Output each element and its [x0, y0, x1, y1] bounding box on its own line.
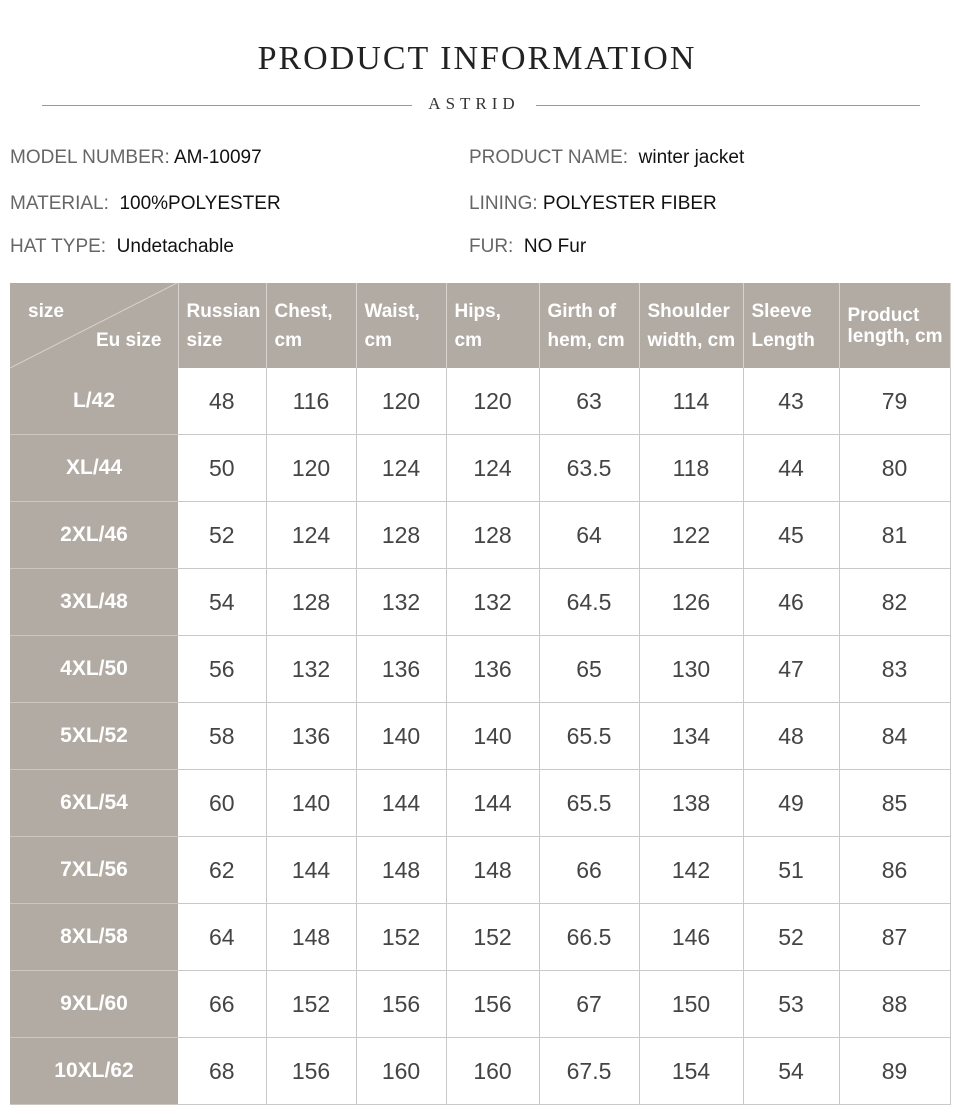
column-header: [446, 283, 539, 368]
column-header-line1: Waist,: [364, 300, 420, 322]
divider-line-left: [42, 105, 412, 106]
table-cell: 65.5: [539, 703, 639, 770]
table-cell: 49: [743, 770, 839, 837]
row-size-label: XL/44: [10, 435, 178, 502]
product-name-value: winter jacket: [638, 147, 745, 168]
table-cell: 136: [266, 703, 356, 770]
column-header-line2: size: [186, 329, 223, 351]
row-size-label: L/42: [10, 368, 178, 435]
table-cell: 88: [839, 971, 950, 1038]
table-cell: 79: [839, 368, 950, 435]
table-row: [10, 837, 950, 904]
table-cell: 45: [743, 502, 839, 569]
column-header-line1: Russian: [186, 300, 261, 322]
row-size-label: 2XL/46: [10, 502, 178, 569]
table-row: [10, 435, 950, 502]
table-cell: 152: [356, 904, 446, 971]
table-row: [10, 368, 950, 435]
table-cell: 136: [356, 636, 446, 703]
table-cell: 48: [178, 368, 266, 435]
column-header: [639, 283, 743, 368]
table-cell: 52: [743, 904, 839, 971]
table-row: [10, 971, 950, 1038]
row-size-label: 8XL/58: [10, 904, 178, 971]
table-cell: 156: [446, 971, 539, 1038]
hat-type-label: HAT TYPE:: [10, 236, 107, 257]
hat-type-value: Undetachable: [116, 236, 234, 257]
table-cell: 67.5: [539, 1038, 639, 1105]
table-cell: 140: [266, 770, 356, 837]
table-cell: 53: [743, 971, 839, 1038]
table-cell: 124: [266, 502, 356, 569]
table-cell: 68: [178, 1038, 266, 1105]
table-cell: 66.5: [539, 904, 639, 971]
table-cell: 124: [446, 435, 539, 502]
table-cell: 48: [743, 703, 839, 770]
table-cell: 58: [178, 703, 266, 770]
corner-size-label: size: [28, 301, 64, 322]
column-header: [839, 283, 950, 368]
column-header: [356, 283, 446, 368]
table-cell: 54: [743, 1038, 839, 1105]
table-row: [10, 502, 950, 569]
table-cell: 66: [539, 837, 639, 904]
fur-info: [469, 236, 586, 258]
row-size-label: 9XL/60: [10, 971, 178, 1038]
table-cell: 134: [639, 703, 743, 770]
table-cell: 132: [356, 569, 446, 636]
table-cell: 89: [839, 1038, 950, 1105]
fur-label: FUR:: [469, 236, 514, 257]
table-cell: 80: [839, 435, 950, 502]
table-cell: 130: [639, 636, 743, 703]
table-cell: 128: [356, 502, 446, 569]
table-cell: 160: [446, 1038, 539, 1105]
column-header-line2: cm: [364, 329, 392, 351]
table-cell: 118: [639, 435, 743, 502]
material-label: MATERIAL:: [10, 193, 109, 214]
product-name-info: [469, 147, 744, 169]
table-cell: 114: [639, 368, 743, 435]
table-cell: 138: [639, 770, 743, 837]
table-cell: 51: [743, 837, 839, 904]
row-size-label: 4XL/50: [10, 636, 178, 703]
table-cell: 116: [266, 368, 356, 435]
table-cell: 52: [178, 502, 266, 569]
column-header-line1: Shoulder: [647, 300, 730, 322]
table-cell: 50: [178, 435, 266, 502]
row-size-label: 7XL/56: [10, 837, 178, 904]
corner-eu-size-label: Eu size: [96, 330, 162, 351]
table-cell: 144: [266, 837, 356, 904]
row-size-label: 3XL/48: [10, 569, 178, 636]
table-cell: 83: [839, 636, 950, 703]
table-cell: 47: [743, 636, 839, 703]
table-cell: 122: [639, 502, 743, 569]
table-cell: 67: [539, 971, 639, 1038]
model-number-value: AM-10097: [174, 147, 262, 168]
model-number-label: MODEL NUMBER:: [10, 147, 170, 168]
table-cell: 126: [639, 569, 743, 636]
table-row: [10, 703, 950, 770]
table-cell: 150: [639, 971, 743, 1038]
fur-value: NO Fur: [523, 236, 587, 257]
table-cell: 64: [178, 904, 266, 971]
lining-value: POLYESTER FIBER: [542, 193, 717, 214]
column-header-line1: Product: [847, 304, 920, 326]
table-cell: 56: [178, 636, 266, 703]
column-header: [266, 283, 356, 368]
row-size-label: 5XL/52: [10, 703, 178, 770]
table-cell: 65.5: [539, 770, 639, 837]
table-cell: 60: [178, 770, 266, 837]
column-header-line2: cm: [274, 329, 302, 351]
table-cell: 63: [539, 368, 639, 435]
column-header: [539, 283, 639, 368]
column-header-line1: Hips,: [454, 300, 501, 322]
column-header-line2: cm: [454, 329, 482, 351]
column-header-line1: Chest,: [274, 300, 333, 322]
table-cell: 66: [178, 971, 266, 1038]
table-cell: 148: [266, 904, 356, 971]
table-cell: 128: [266, 569, 356, 636]
table-cell: 120: [266, 435, 356, 502]
table-cell: 84: [839, 703, 950, 770]
column-header-line2: Length: [751, 329, 815, 351]
table-cell: 148: [446, 837, 539, 904]
table-cell: 63.5: [539, 435, 639, 502]
column-header: [743, 283, 839, 368]
table-cell: 140: [356, 703, 446, 770]
brand-name: ASTRID: [428, 94, 520, 113]
table-cell: 85: [839, 770, 950, 837]
table-cell: 43: [743, 368, 839, 435]
corner-header: [10, 283, 178, 368]
row-size-label: 10XL/62: [10, 1038, 178, 1105]
table-cell: 152: [266, 971, 356, 1038]
material-info: [10, 193, 281, 215]
table-cell: 46: [743, 569, 839, 636]
brand-divider: [42, 94, 920, 116]
table-cell: 54: [178, 569, 266, 636]
lining-label: LINING:: [469, 193, 538, 214]
table-cell: 156: [356, 971, 446, 1038]
table-cell: 86: [839, 837, 950, 904]
column-header-line1: Sleeve: [751, 300, 812, 322]
table-cell: 65: [539, 636, 639, 703]
column-header-line2: hem, cm: [547, 329, 625, 351]
model-number-info: [10, 147, 262, 169]
table-row: [10, 636, 950, 703]
column-header: [178, 283, 266, 368]
table-cell: 132: [446, 569, 539, 636]
table-cell: 140: [446, 703, 539, 770]
size-chart-table: [10, 283, 951, 1105]
table-row: [10, 770, 950, 837]
table-cell: 142: [639, 837, 743, 904]
divider-line-right: [536, 105, 920, 106]
table-cell: 128: [446, 502, 539, 569]
size-chart-body: [10, 368, 950, 1105]
column-header-line1: Girth of: [547, 300, 617, 322]
table-cell: 120: [446, 368, 539, 435]
column-header-line2: length, cm: [847, 325, 943, 347]
table-cell: 124: [356, 435, 446, 502]
table-cell: 82: [839, 569, 950, 636]
table-row: [10, 904, 950, 971]
column-header-line2: width, cm: [647, 329, 736, 351]
hat-type-info: [10, 236, 234, 258]
page-title: PRODUCT INFORMATION: [257, 40, 697, 77]
table-cell: 148: [356, 837, 446, 904]
material-value: 100%POLYESTER: [119, 193, 281, 214]
table-cell: 62: [178, 837, 266, 904]
table-cell: 156: [266, 1038, 356, 1105]
table-row: [10, 1038, 950, 1105]
table-cell: 144: [356, 770, 446, 837]
table-cell: 144: [446, 770, 539, 837]
table-cell: 152: [446, 904, 539, 971]
table-cell: 136: [446, 636, 539, 703]
table-cell: 87: [839, 904, 950, 971]
table-cell: 64.5: [539, 569, 639, 636]
table-cell: 81: [839, 502, 950, 569]
table-cell: 64: [539, 502, 639, 569]
table-row: [10, 569, 950, 636]
table-header-row: [10, 283, 950, 368]
table-cell: 146: [639, 904, 743, 971]
table-cell: 120: [356, 368, 446, 435]
product-name-label: PRODUCT NAME:: [469, 147, 629, 168]
table-cell: 44: [743, 435, 839, 502]
table-cell: 132: [266, 636, 356, 703]
lining-info: [469, 193, 717, 215]
table-cell: 160: [356, 1038, 446, 1105]
row-size-label: 6XL/54: [10, 770, 178, 837]
table-cell: 154: [639, 1038, 743, 1105]
